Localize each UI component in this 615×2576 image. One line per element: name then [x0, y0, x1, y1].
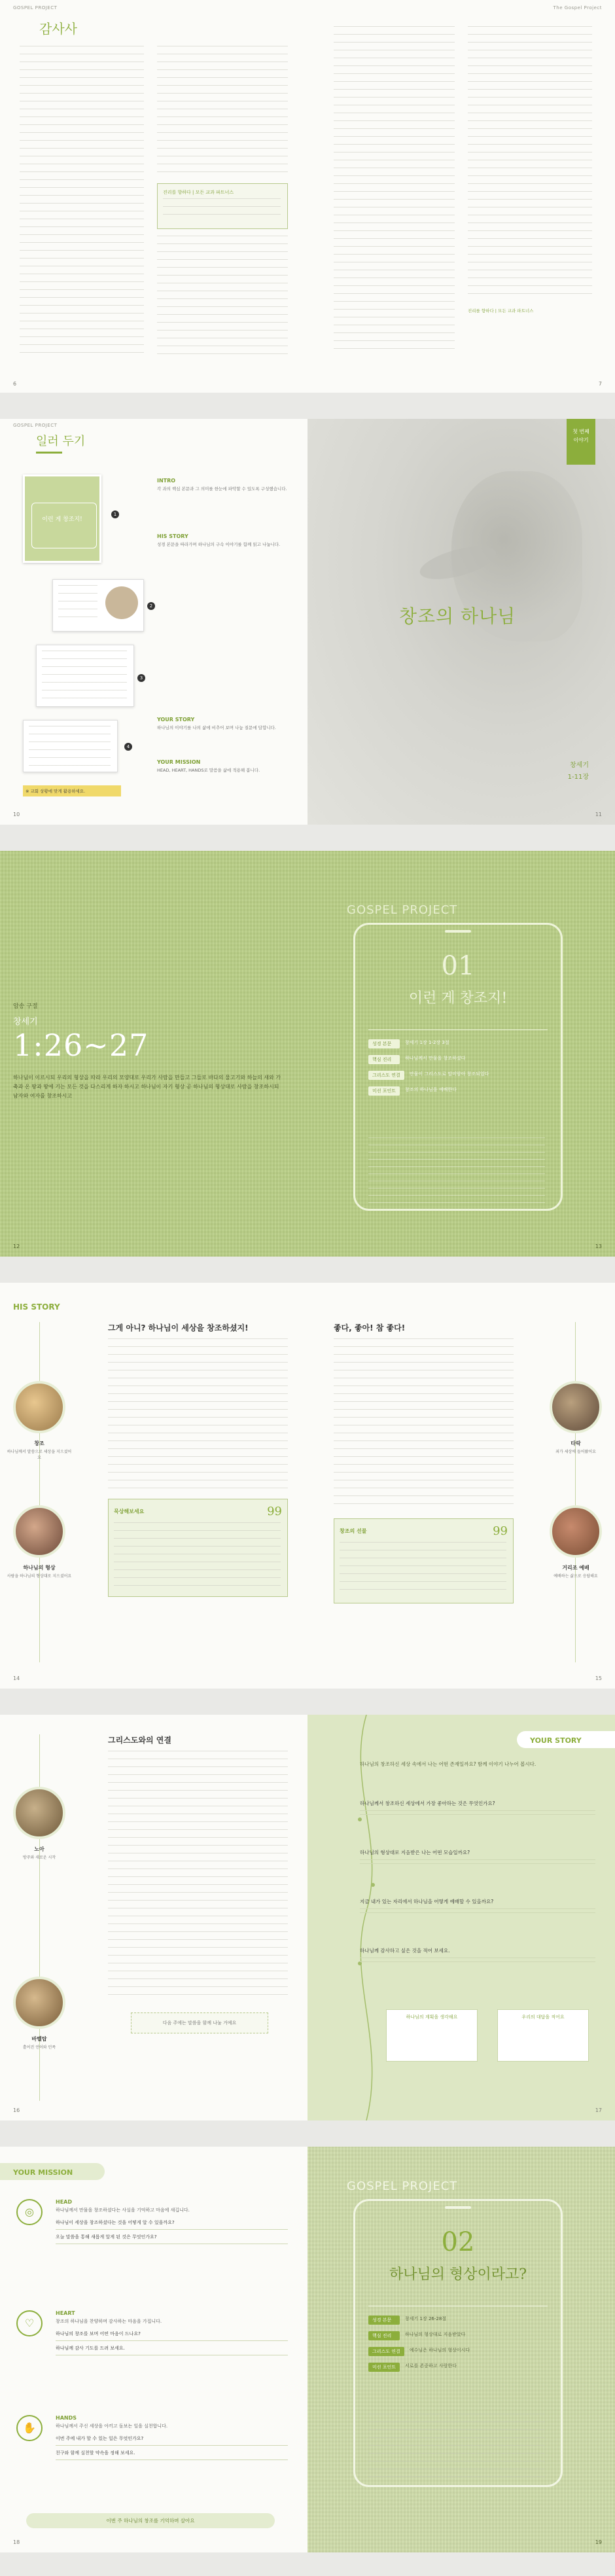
answer-card [386, 2009, 478, 2062]
row-value: 서로를 존중하고 사랑한다 [405, 2363, 457, 2369]
your-story-label: YOUR STORY [157, 717, 195, 723]
lesson-number: 01 [441, 951, 475, 981]
row-key: 미션 포인트 [368, 1086, 400, 1096]
circle-title: 창조 [34, 1440, 44, 1446]
intro-label: INTRO [157, 478, 176, 484]
illustration-creation [13, 1381, 65, 1433]
spread-3-left-page [0, 851, 308, 1257]
circle-title: 노아 [34, 1846, 44, 1852]
page-number: 7 [598, 381, 602, 387]
circle-title: 하나님의 형상 [23, 1565, 56, 1571]
series-header: GOSPEL PROJECT [347, 903, 458, 917]
circle-title: 타락 [571, 1440, 581, 1446]
series-header: GOSPEL PROJECT [347, 2179, 458, 2193]
heart-label: HEART [56, 2310, 75, 2316]
page-number: 19 [595, 2539, 602, 2545]
spread-2-left-page: GOSPEL PROJECT 일러 두기 이런 게 창조지! 1 2 3 4 INTRO 각 과의 핵심 본문과 그 의미를 한눈에 파악할 수 있도록 구성했습니다. HIS STORY 성경 본문을 따라가며 하나님의 구속 이야기를 함께 읽고 나눕니다. YOUR STORY 하나님의 이야기를 나의 삶에 비추어 보며 나눔 질문에 답합니다. YOUR MISSION HEAD, HEART, HANDS로 말씀을 삶에 적용해 봅니다. ※ 교회 상황에 맞게 활용하세요. 10 [0, 419, 308, 825]
row-value: 만물이 그리스도로 말미암아 창조되었다 [409, 1071, 489, 1077]
illustration-worship [550, 1505, 602, 1558]
memory-book: 창세기 [13, 1017, 38, 1027]
hands-label: HANDS [56, 2415, 77, 2421]
your-mission-label: YOUR MISSION [13, 2168, 73, 2177]
running-head: The Gospel Project [553, 5, 602, 10]
section-heading: 그리스도와의 연결 [108, 1736, 171, 1745]
illustration-babel [13, 1977, 65, 2029]
card-title: 하나님의 계획을 생각해요 [406, 2014, 458, 2020]
head-question: 하나님이 세상을 창조하셨다는 것을 어떻게 알 수 있을까요? [56, 2220, 175, 2225]
sample-cover-image [23, 474, 101, 563]
sample-page-image [52, 579, 144, 632]
tablet-frame [353, 2199, 563, 2487]
page-number: 15 [595, 1675, 602, 1681]
box-score: 99 [493, 1524, 508, 1538]
page-number: 10 [13, 812, 20, 817]
heart-icon: ♡ [16, 2310, 43, 2336]
badge-line-2: 이야기 [573, 437, 589, 443]
question: 지금 내가 있는 자리에서 하나님을 어떻게 예배할 수 있을까요? [360, 1899, 494, 1905]
head-text: 하나님께서 만물을 창조하셨다는 사실을 기억하고 마음에 새깁니다. [56, 2208, 190, 2213]
page-title: 일러 두기 [36, 435, 86, 448]
circle-text: 하나님께서 말씀으로 세상을 지으셨어요 [7, 1450, 72, 1460]
spread-4-left-page [0, 1283, 308, 1689]
page-number: 6 [13, 381, 17, 387]
badge-line-1: 첫 번째 [572, 429, 589, 435]
circle-title: 바벨탑 [31, 2036, 47, 2042]
page-number: 12 [13, 1243, 20, 1249]
body-text-column [20, 46, 144, 360]
lesson-book: 창세기 [570, 762, 589, 769]
circle-title: 거리조 예배 [562, 1565, 589, 1571]
bottom-banner: 이번 주 하나님의 창조를 기억하며 살아요 [26, 2513, 275, 2528]
illustration-image-of-god [13, 1505, 65, 1558]
intro-text: 각 과의 핵심 본문과 그 의미를 한눈에 파악할 수 있도록 구성했습니다. [157, 486, 287, 492]
page-number: 18 [13, 2539, 20, 2545]
heart-text: 창조의 하나님을 찬양하며 감사하는 마음을 가집니다. [56, 2319, 162, 2324]
footnote: ※ 교회 상황에 맞게 활용하세요. [23, 785, 121, 796]
spread-4-right-page [308, 1283, 615, 1689]
row-value: 창세기 1장 1-2장 3절 [405, 1040, 449, 1045]
your-mission-tab [0, 2163, 105, 2180]
spread-3-right-page [308, 851, 615, 1257]
row-value: 하나님의 형상대로 지음받았다 [405, 2332, 466, 2337]
question: 하나님께 감사하고 싶은 것을 적어 보세요. [360, 1948, 450, 1954]
lesson-chapters: 1-11장 [567, 774, 589, 781]
page-number: 11 [595, 812, 602, 817]
row-key: 성경 본문 [368, 1039, 400, 1048]
his-story-label: HIS STORY [157, 533, 188, 539]
illustration-fall [550, 1381, 602, 1433]
body-text-column [157, 46, 288, 177]
memory-quote: 하나님이 이르시되 우리의 형상을 따라 우리의 모양대로 우리가 사람을 만들고 그들로 바다의 물고기와 하늘의 새와 가축과 온 땅과 땅에 기는 모든 것을 다스리게 하자 하시고 하나님이 자기 형상 곧 하나님의 형상대로 사람을 창조하시되 남자와 여자를 창조하시고 [13, 1075, 281, 1099]
sample-title: 이런 게 창조지! [42, 516, 82, 523]
running-head: GOSPEL PROJECT [13, 423, 58, 428]
section-heading: 좋다, 좋아! 참 좋다! [334, 1323, 406, 1333]
tablet-frame [353, 923, 563, 1211]
reflection-box [108, 1499, 288, 1597]
your-story-label: YOUR STORY [530, 1736, 582, 1745]
your-mission-label: YOUR MISSION [157, 759, 201, 765]
his-story-label: HIS STORY [13, 1302, 60, 1312]
spread-6-left-page [0, 2147, 308, 2552]
running-head: GOSPEL PROJECT [13, 5, 58, 10]
section-heading: 그게 아니? 하나님이 세상을 창조하셨지! [108, 1323, 249, 1333]
your-story-text: 하나님의 이야기를 나의 삶에 비추어 보며 나눔 질문에 답합니다. [157, 725, 276, 730]
head-label: HEAD [56, 2199, 72, 2205]
body-text-column [108, 1338, 288, 1489]
circle-text: 사람을 하나님의 형상대로 지으셨어요 [7, 1574, 72, 1579]
circle-text: 죄가 세상에 들어왔어요 [555, 1450, 596, 1454]
answer-card [497, 2009, 589, 2062]
row-key: 그리스도 연결 [368, 2347, 404, 2356]
note-title: 진리를 향하다 | 모든 교과 파트너스 [163, 190, 234, 195]
memory-label: 암송 구절 [13, 1003, 38, 1010]
body-text-column [157, 236, 288, 360]
row-key: 미션 포인트 [368, 2363, 400, 2372]
illustration-noah [13, 1787, 65, 1839]
body-text-column [334, 1338, 514, 1509]
row-key: 핵심 진리 [368, 2331, 400, 2340]
row-key: 그리스도 연결 [368, 1071, 404, 1080]
page-title: 감사사 [39, 21, 77, 37]
spread-5-left-page [0, 1715, 308, 2120]
page-number: 13 [595, 1243, 602, 1249]
spread-1-left-page [0, 0, 308, 393]
your-mission-text: HEAD, HEART, HANDS로 말씀을 삶에 적용해 봅니다. [157, 768, 260, 773]
spread-5-right-page [308, 1715, 615, 2120]
his-story-text: 성경 본문을 따라가며 하나님의 구속 이야기를 함께 읽고 나눕니다. [157, 542, 281, 547]
your-story-tab [517, 1731, 615, 1748]
lesson-number: 02 [441, 2227, 475, 2257]
circle-text: 방주와 새로운 시작 [22, 1855, 56, 1860]
page-number: 17 [595, 2107, 602, 2113]
sample-page-image [36, 645, 134, 707]
lesson-title: 이런 게 창조지! [408, 990, 508, 1007]
box-score: 99 [267, 1505, 282, 1518]
body-text-column [468, 26, 592, 301]
page-number: 14 [13, 1675, 20, 1681]
box-title: 묵상해보세요 [114, 1509, 145, 1514]
head-icon: ◎ [16, 2199, 43, 2225]
question: 하나님께서 창조하신 세상에서 가장 좋아하는 것은 무엇인가요? [360, 1800, 495, 1806]
row-value: 예수님은 하나님의 형상이시다 [409, 2348, 470, 2353]
hands-question: 이번 주에 내가 할 수 있는 일은 무엇인가요? [56, 2436, 144, 2441]
row-value: 하나님께서 만물을 창조하셨다 [405, 1056, 466, 1061]
footnote-box: 다음 주에는 말씀을 함께 나눌 거예요 [131, 2012, 268, 2033]
head-question: 오늘 말씀을 통해 새롭게 알게 된 것은 무엇인가요? [56, 2234, 157, 2240]
signature-line: 진리를 향하다 | 모든 교과 파트너스 [468, 308, 534, 313]
sample-page-image [23, 720, 118, 772]
note-box [157, 183, 288, 229]
row-value: 창조의 하나님을 예배한다 [405, 1087, 457, 1092]
body-text-column [108, 1751, 288, 1999]
section-title: 창조의 하나님 [399, 605, 516, 627]
circle-text: 예배하는 삶으로 응답해요 [554, 1574, 598, 1579]
row-value: 창세기 1장 26-28절 [405, 2316, 447, 2321]
row-key: 성경 본문 [368, 2316, 400, 2325]
body-text-column [334, 26, 455, 353]
heart-question: 하나님의 창조를 보며 어떤 마음이 드나요? [56, 2331, 141, 2336]
your-story-intro: 하나님의 창조하신 세상 속에서 나는 어떤 존재일까요? 함께 이야기 나누어 봅시다. [360, 1761, 536, 1767]
heart-question: 하나님께 감사 기도를 드려 보세요. [56, 2346, 125, 2351]
card-title: 우리의 대답을 적어요 [521, 2014, 565, 2020]
spread-2-right-page [308, 419, 615, 825]
hands-question: 친구와 함께 실천할 약속을 정해 보세요. [56, 2450, 135, 2456]
page-number: 16 [13, 2107, 20, 2113]
gift-box [334, 1518, 514, 1603]
spread-1-right-page [308, 0, 615, 393]
box-title: 창조의 선물 [340, 1528, 367, 1534]
row-key: 핵심 진리 [368, 1055, 400, 1064]
series-badge [567, 419, 595, 465]
spread-6-right-page [308, 2147, 615, 2552]
hands-text: 하나님께서 주신 세상을 아끼고 돌보는 일을 실천합니다. [56, 2424, 168, 2429]
circle-text: 흩어진 언어와 민족 [22, 2045, 56, 2050]
lesson-title: 하나님의 형상이라고? [389, 2266, 527, 2283]
hands-icon: ✋ [16, 2415, 43, 2441]
memory-verse: 1:26~27 [13, 1028, 149, 1063]
question: 하나님의 형상대로 지음받은 나는 어떤 모습일까요? [360, 1850, 470, 1855]
